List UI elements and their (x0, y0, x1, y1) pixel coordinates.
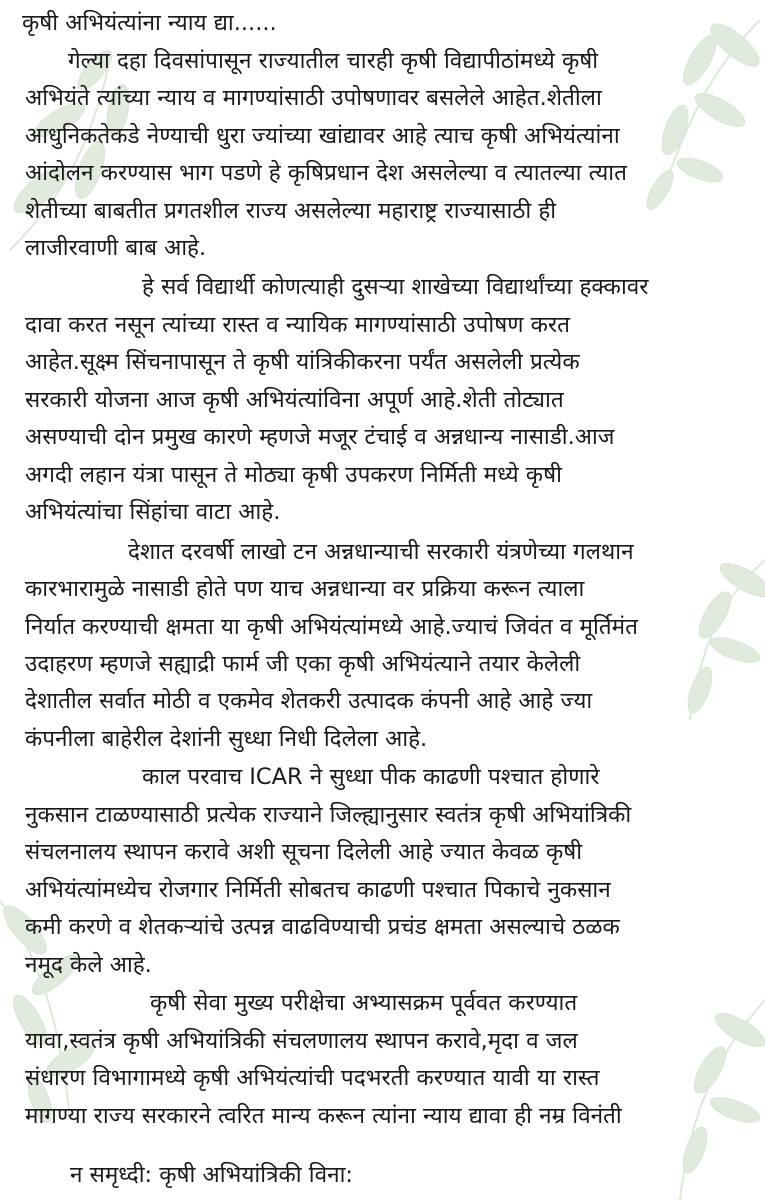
paragraph-3-line-1: देशात दरवर्षी लाखो टन अन्नधान्याची सरकारी यंत्रणेच्या गलथान (128, 539, 634, 565)
paragraph-4-line-5: कमी करणे व शेतकऱ्यांचे उत्पन्न वाढविण्याची प्रचंड क्षमता असल्याचे ठळक (25, 914, 620, 940)
paragraph-4-line-1: काल परवाच ICAR ने सुध्धा पीक काढणी पश्चात होणारे (142, 764, 600, 790)
paragraph-1-line-5: शेतीच्या बाबतीत प्रगतशील राज्य असलेल्या महाराष्ट्र राज्यासाठी ही (25, 198, 557, 224)
paragraph-1-line-2: अभियंते त्यांच्या न्याय व मागण्यांसाठी उपोषणावर बसलेले आहेत.शेतीला (25, 85, 602, 111)
paragraph-2-line-5: असण्याची दोन प्रमुख कारणे म्हणजे मजूर टंचाई व अन्नधान्य नासाडी.आज (25, 424, 615, 450)
paragraph-1-line-3: आधुनिकतेकडे नेण्याची धुरा ज्यांच्या खांद्यावर आहे त्याच कृषी अभियंत्यांना (25, 123, 620, 149)
paragraph-2-line-2: दावा करत नसून त्यांच्या रास्त व न्यायिक मागण्यांसाठी उपोषण करत (25, 312, 570, 338)
paragraph-4-line-3: संचलनालय स्थापन करावे अशी सूचना दिलेली आहे ज्यात केवळ कृषी (25, 839, 583, 865)
paragraph-3-line-5: देशातील सर्वात मोठी व एकमेव शेतकरी उत्पादक कंपनी आहे आहे ज्या (25, 688, 593, 714)
article-title: कृषी अभियंत्यांना न्याय द्या...... (22, 10, 277, 36)
paragraph-1-line-1: गेल्या दहा दिवसांपासून राज्यातील चारही कृषी विद्यापीठांमध्ये कृषी (68, 48, 599, 74)
paragraph-3-line-6: कंपनीला बाहेरील देशांनी सुध्धा निधी दिलेला आहे. (25, 726, 428, 752)
closing-line: न समृध्दी: कृषी अभियांत्रिकी विना: (70, 1162, 353, 1188)
paragraph-2-line-4: सरकारी योजना आज कृषी अभियंत्यांविना अपूर्ण आहे.शेती तोट्यात (25, 387, 564, 413)
paragraph-2-line-7: अभियंत्यांचा सिंहांचा वाटा आहे. (25, 499, 281, 525)
paragraph-5-line-2: यावा,स्वतंत्र कृषी अभियांत्रिकी संचलणालय स्थापन करावे,मृदा व जल (25, 1028, 578, 1054)
paragraph-2-line-1: हे सर्व विद्यार्थी कोणत्याही दुसऱ्या शाखेच्या विद्यार्थांच्या हक्कावर (142, 274, 649, 300)
paragraph-3-line-2: कारभारामुळे नासाडी होते पण याच अन्नधान्या वर प्रक्रिया करून त्याला (25, 576, 585, 602)
paragraph-5-line-1: कृषी सेवा मुख्य परीक्षेचा अभ्यासक्रम पूर्ववत करण्यात (150, 990, 578, 1016)
paragraph-3-line-3: निर्यात करण्याची क्षमता या कृषी अभियंत्यांमध्ये आहे.ज्याचं जिवंत व मूर्तिमंत (25, 614, 638, 640)
paragraph-1-line-4: आंदोलन करण्यास भाग पडणे हे कृषिप्रधान देश असलेल्या व त्यातल्या त्यात (25, 160, 627, 186)
paragraph-2-line-3: आहेत.सूक्ष्म सिंचनापासून ते कृषी यांत्रिकीकरना पर्यंत असलेली प्रत्येक (25, 349, 580, 375)
paragraph-4-line-2: नुकसान टाळण्यासाठी प्रत्येक राज्याने जिल्ह्यानुसार स्वतंत्र कृषी अभियांत्रिकी (25, 802, 632, 828)
paragraph-4-line-6: नमूद केले आहे. (25, 952, 152, 978)
paragraph-1-line-6: लाजीरवाणी बाब आहे. (25, 235, 207, 261)
paragraph-2-line-6: अगदी लहान यंत्रा पासून ते मोठ्या कृषी उपकरण निर्मिती मध्ये कृषी (25, 462, 562, 488)
paragraph-4-line-4: अभियंत्यांमध्येच रोजगार निर्मिती सोबतच काढणी पश्चात पिकाचे नुकसान (25, 877, 611, 903)
paragraph-3-line-4: उदाहरण म्हणजे सह्याद्री फार्म जी एका कृषी अभियंत्याने तयार केलेली (25, 651, 581, 677)
paragraph-5-line-4: मागण्या राज्य सरकारने त्वरित मान्य करून त्यांना न्याय द्यावा ही नम्र विनंती (25, 1103, 622, 1129)
paragraph-5-line-3: संधारण विभागामध्ये कृषी अभियंत्यांची पदभरती करण्यात यावी या रास्त (25, 1065, 600, 1091)
